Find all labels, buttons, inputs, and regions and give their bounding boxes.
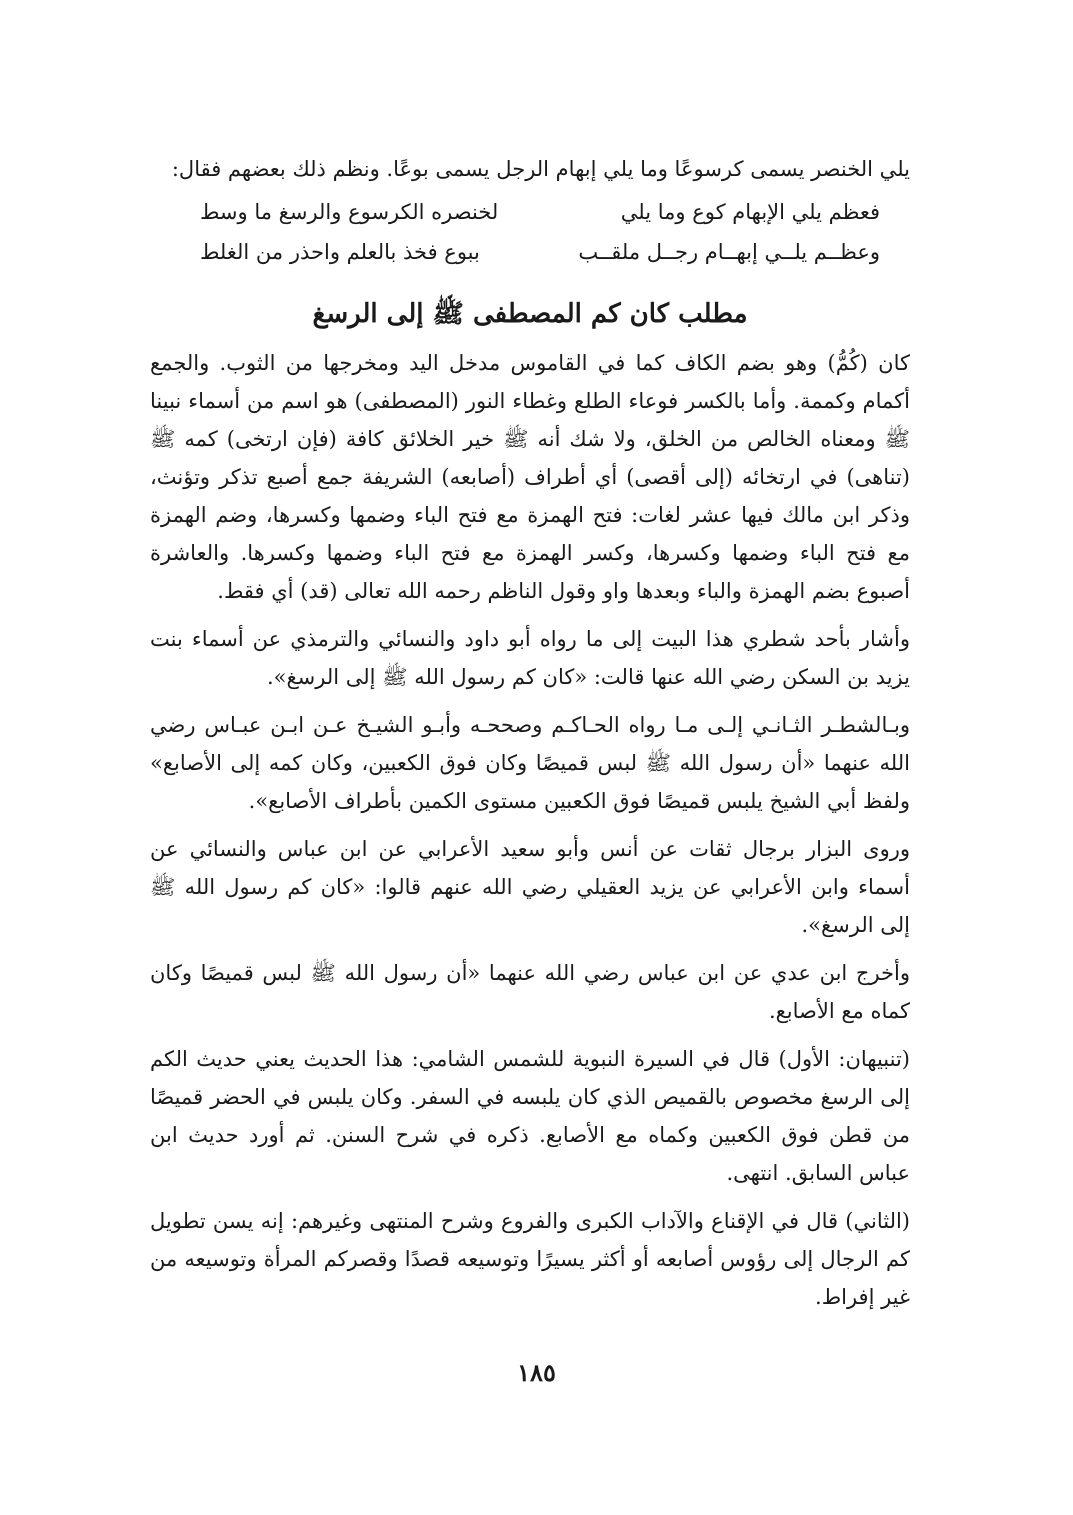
- paragraph: (الثاني) قال في الإقناع والآداب الكبرى والفروع وشرح المنتهى وغيرهم: إنه يسن تطويل كم الرجال إلى رؤوس أصابعه أو أكثر يسيرًا وتوسيعه قصدًا وقصركم المرأة وتوسيعه من غير إفراط.: [150, 1209, 910, 1309]
- page-number: ١٨٥: [517, 1358, 556, 1387]
- verse-second-hemistich: لخنصره الكرسوع والرسغ ما وسط: [200, 200, 499, 224]
- verse-first-hemistich: وعظــم يلــي إبهــام رجــل ملقــب: [578, 240, 880, 264]
- paragraph: كان (كُمُّ) وهو بضم الكاف كما في القاموس مدخل اليد ومخرجها من الثوب. والجمع أكمام وكممة. وأما بالكسر فوعاء الطلع وغطاء النور (المصطفى) هو اسم من أسماء نبينا ﷺ ومعناه الخالص من الخلق، ولا شك أنه ﷺ خير الخلائق كافة (فإن ارتخى) كمه ﷺ (تناهى) في ارتخائه (إلى أقصى) أي أطراف (أصابعه) الشريفة جمع أصبع تذكر وتؤنث، وذكر ابن مالك فيها عشر لغات: فتح الهمزة مع فتح الباء وضمها وكسرها، وضم الهمزة مع فتح الباء وضمها وكسرها، وكسر الهمزة مع فتح الباء وضمها وكسرها. والعاشرة أصبوع بضم الهمزة والباء وبعدها واو وقول الناظم رحمه الله تعالى (قد) أي فقط.: [150, 351, 910, 603]
- page-body: [150, 150, 910, 1326]
- verse-first-hemistich: فعظم يلي الإبهام كوع وما يلي: [620, 200, 880, 224]
- poem: [150, 192, 910, 272]
- paragraph: وأخرج ابن عدي عن ابن عباس رضي الله عنهما «أن رسول الله ﷺ لبس قميصًا وكان كماه مع الأصابع.: [150, 961, 910, 1023]
- verse-second-hemistich: ببوع فخذ بالعلم واحذر من الغلط: [200, 240, 480, 264]
- section-heading: مطلب كان كم المصطفى ﷺ إلى الرسغ: [312, 299, 748, 329]
- poem-verse: [150, 192, 910, 232]
- paragraph: (تنبيهان: الأول) قال في السيرة النبوية للشمس الشامي: هذا الحديث يعني حديث الكم إلى الرسغ مخصوص بالقميص الذي كان يلبسه في السفر. وكان يلبس في الحضر قميصًا من قطن فوق الكعبين وكماه مع الأصابع. ذكره في شرح السنن. ثم أورد حديث ابن عباس السابق. انتهى.: [150, 1047, 910, 1185]
- paragraph: وروى البزار برجال ثقات عن أنس وأبو سعيد الأعرابي عن ابن عباس والنسائي عن أسماء وابن الأعرابي عن يزيد العقيلي رضي الله عنهم قالوا: «كان كم رسول الله ﷺ إلى الرسغ».: [150, 837, 910, 937]
- paragraph: وبـالشطـر الثـانـي إلـى مـا رواه الحـاكـم وصححـه وأبـو الشيـخ عـن ابـن عبـاس رضي الله عنهما «أن رسول الله ﷺ لبس قميصًا وكان فوق الكعبين، وكان كمه إلى الأصابع» ولفظ أبي الشيخ يلبس قميصًا فوق الكعبين مستوى الكمين بأطراف الأصابع».: [150, 713, 910, 813]
- intro-line: يلي الخنصر يسمى كرسوعًا وما يلي إبهام الرجل يسمى بوعًا. ونظم ذلك بعضهم فقال:: [171, 157, 910, 181]
- poem-verse: [150, 232, 910, 272]
- paragraph: وأشار بأحد شطري هذا البيت إلى ما رواه أبو داود والنسائي والترمذي عن أسماء بنت يزيد بن السكن رضي الله عنها قالت: «كان كم رسول الله ﷺ إلى الرسغ».: [150, 627, 910, 689]
